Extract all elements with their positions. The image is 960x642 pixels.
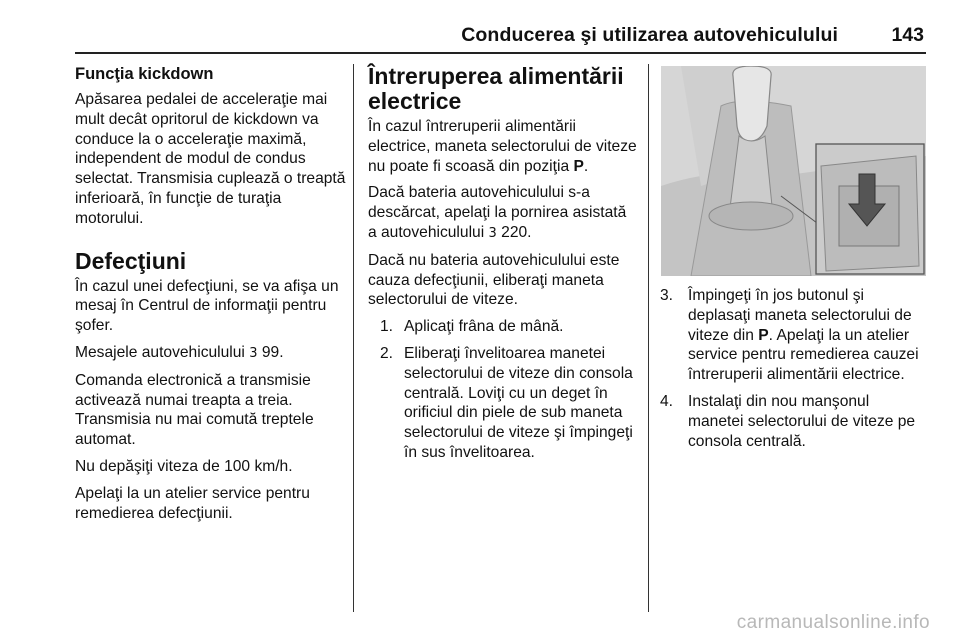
power-paragraph-1-end: . bbox=[583, 157, 589, 175]
faults-paragraph-3: Comanda electronică a transmisie activează numai treapta a treia. Transmisia nu mai comută treptele automat. bbox=[75, 371, 314, 449]
list-item bbox=[376, 317, 638, 337]
position-p-label: P bbox=[573, 157, 584, 175]
page-ref: 99. bbox=[261, 343, 284, 361]
kickdown-heading: Funcţia kickdown bbox=[75, 65, 214, 83]
faults-paragraph-1: În cazul unei defecţiuni, se va afişa un mesaj în Centrul de informaţii pentru şofer. bbox=[75, 277, 339, 335]
kickdown-paragraph: Apăsarea pedalei de acceleraţie mai mult decât opritorul de kickdown va conduce la o acceleraţie maximă, independent de modul de condus selectat. Transmisia cuplează o treaptă inferioară, în funcţie de turaţia motorului. bbox=[75, 91, 346, 227]
steps-list-continued bbox=[660, 286, 928, 451]
page-number: 143 bbox=[891, 24, 924, 46]
column-left bbox=[75, 64, 347, 530]
faults-paragraph-2-text: Mesajele autovehiculului bbox=[75, 343, 245, 361]
column-right bbox=[660, 286, 928, 458]
position-p-label: P bbox=[758, 326, 769, 344]
step-text: Eliberaţi învelitoarea manetei selectorului de viteze din consola centrală. Loviţi cu un deget în orificiul din piele de sub maneta selectorului de viteze şi împingeţi în sus învelitoarea. bbox=[404, 344, 633, 461]
chapter-title: Conducerea şi utilizarea autovehiculului bbox=[461, 24, 838, 46]
column-divider bbox=[648, 64, 649, 612]
watermark: carmanualsonline.info bbox=[736, 612, 930, 633]
gear-selector-illustration bbox=[661, 66, 926, 276]
list-item bbox=[376, 344, 638, 463]
power-interruption-heading: Întreruperea alimentării electrice bbox=[368, 63, 624, 114]
gear-selector-drawing bbox=[661, 66, 926, 276]
power-paragraph-3: Dacă nu bateria autovehiculului este cauza defecţiunii, eliberaţi maneta selectorului de viteze. bbox=[368, 251, 620, 309]
column-middle bbox=[368, 64, 638, 470]
power-paragraph-2 bbox=[368, 183, 638, 243]
step-number: 4. bbox=[660, 392, 674, 410]
power-paragraph-1 bbox=[368, 117, 638, 176]
list-item bbox=[660, 392, 928, 451]
page-ref-arrow-icon: 3 bbox=[249, 345, 258, 361]
faults-heading: Defecţiuni bbox=[75, 247, 187, 274]
faults-paragraph-2 bbox=[75, 343, 347, 364]
faults-paragraph-5: Apelaţi la un atelier service pentru remedierea defecţiunii. bbox=[75, 484, 310, 522]
step-text: . Apelaţi la un atelier service pentru remedierea cauzei întreruperii alimentării electrice. bbox=[688, 326, 919, 384]
power-paragraph-2-text: Dacă bateria autovehiculului s-a descărcat, apelaţi la pornirea asistată a autovehiculului bbox=[368, 184, 627, 241]
step-text: Instalaţi din nou manşonul manetei selectorului de viteze pe consola centrală. bbox=[688, 392, 916, 450]
column-divider bbox=[353, 64, 354, 612]
power-paragraph-1-text: În cazul întreruperii alimentării electrice, maneta selectorului de viteze nu poate fi scoasă din poziţia bbox=[368, 118, 637, 175]
step-text: Aplicaţi frâna de mână. bbox=[404, 318, 564, 336]
steps-list bbox=[368, 317, 638, 463]
step-number: 1. bbox=[380, 318, 394, 336]
page-header bbox=[75, 24, 926, 54]
faults-paragraph-4: Nu depăşiţi viteza de 100 km/h. bbox=[75, 457, 293, 475]
step-number: 2. bbox=[380, 344, 394, 362]
list-item bbox=[660, 286, 928, 385]
step-text: Împingeţi în jos butonul şi deplasaţi maneta selectorului de viteze din bbox=[688, 287, 912, 344]
step-number: 3. bbox=[660, 287, 674, 304]
page-ref-arrow-icon: 3 bbox=[488, 225, 497, 241]
page-ref: 220. bbox=[501, 223, 532, 241]
